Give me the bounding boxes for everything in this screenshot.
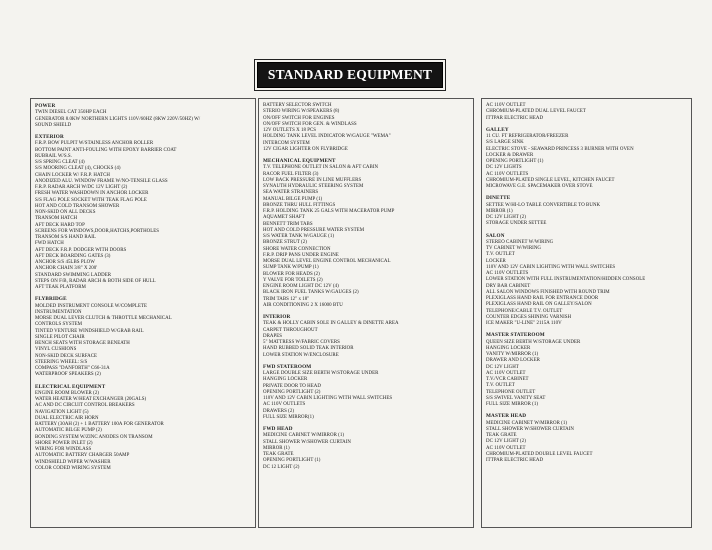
equipment-item: BATTERY SELECTOR SWITCH [263, 103, 332, 108]
equipment-column-3 [481, 98, 692, 528]
equipment-item: AC AND DC CIRCUIT CONTROL BREAKERS [35, 403, 135, 409]
equipment-item: SYNAUTH HYDRAULIC STEERING SYSTEM [263, 184, 364, 190]
section-title: FWD HEAD [263, 426, 293, 433]
equipment-item: AQUAMET SHAFT [263, 215, 305, 221]
equipment-item: AC 110V OUTLETS [263, 402, 306, 408]
equipment-item: ENGINE ROOM BLOWER (2) [35, 390, 99, 396]
document-title: STANDARD EQUIPMENT [267, 67, 433, 82]
section-title: FLYBRIDGE [35, 296, 67, 303]
equipment-item: STALL SHOWER W/SHOWER CURTAIN [263, 439, 351, 445]
equipment-item: HANGING LOCKER [263, 377, 308, 383]
equipment-item: LARGE DOUBLE SIZE BERTH W/STORAGE UNDER [263, 371, 379, 377]
equipment-item: DC 12V LIGHT (2) [486, 439, 526, 445]
equipment-item: AFT DECK HARD TOP [35, 222, 85, 228]
equipment-item: TRANSOM S/S HAND RAIL [35, 235, 96, 241]
equipment-section [35, 134, 252, 291]
equipment-item: LOWER STATION WITH FULL INSTRUMENTATION/HIDDEN CONSOLE [486, 277, 646, 283]
equipment-item: INTERCOM SYSTEM [263, 140, 310, 146]
equipment-item: SUMP TANK W/PUMP (1) [263, 265, 319, 271]
equipment-section [263, 158, 470, 309]
equipment-item: OPENING PORTLIGHT (1) [486, 159, 544, 165]
section-title: MASTER STATEROOM [486, 332, 545, 339]
equipment-item: MOLDED INSTRUMENT CONSOLE W/COMPLETE [35, 303, 148, 309]
equipment-section [486, 413, 688, 464]
equipment-item: SETTEE W/HI-LO TABLE CONVERTIBLE TO BUNK [486, 202, 601, 208]
equipment-item: MEDICINE CABINET W/MIRROR (1) [486, 420, 568, 426]
equipment-item: BATTERY (30AH (2) + 1 BATTERY 100A FOR GENERATOR [35, 422, 164, 428]
equipment-item: AC 110V OUTLET [486, 103, 526, 108]
equipment-section [35, 103, 252, 129]
equipment-item: ON/OFF SWITCH FOR GEN. & WINDLASS [263, 121, 357, 127]
equipment-item: MORSE DUAL LEVEL ENGINE CONTROL MECHANICAL [263, 259, 391, 265]
equipment-section [486, 195, 688, 227]
equipment-item: T.V. TELEPHONE OUTLET IN SALON & AFT CABIN [263, 165, 379, 171]
equipment-item: DC 12V LIGHTS [486, 165, 522, 171]
equipment-item: S/S FLAG POLE SOCKET WITH TEAK FLAG POLE [35, 197, 147, 203]
equipment-item: FULL SIZE MIRROR(1) [263, 414, 314, 420]
equipment-item: STORAGE UNDER SETTEE [486, 221, 547, 227]
equipment-item: ITTPAR ELECTRIC HEAD [486, 458, 544, 464]
equipment-item: BOTTOM PAINT ANTI-FOULING WITH EPOXY BARRIER COAT [35, 147, 177, 153]
equipment-item: TV CABINET W/WIRING [486, 246, 542, 252]
equipment-item: ENGINE ROOM LIGHT DC 12V (4) [263, 284, 339, 290]
equipment-item: LOW BACK PRESSURE IN LINE MUFFLERS [263, 177, 362, 183]
equipment-item: HOT AND COLD PRESSURE WATER SYSTEM [263, 227, 365, 233]
equipment-item: SHORE WATER CONNECTION [263, 246, 331, 252]
equipment-section [263, 103, 470, 153]
equipment-item: SEA WATER STRAINERS [263, 190, 319, 196]
equipment-item: 110V AND 12V CABIN LIGHTING WITH WALL SWITCHES [486, 264, 616, 270]
equipment-item: ITTPAR ELECTRIC HEAD [486, 115, 544, 121]
equipment-item: TEAK & HOLLY CABIN SOLE IN GALLEY & DINETTE AREA [263, 321, 399, 327]
equipment-item: COMPASS "DANFORTH" C66-31A [35, 366, 110, 372]
equipment-item: MORSE DUAL LEVER CLUTCH & THROTTLE MECHANICAL [35, 316, 172, 322]
equipment-item: AUTOMATIC BILGE PUMP (2) [35, 428, 102, 434]
equipment-item: HANGING LOCKER [486, 345, 531, 351]
equipment-item: SOUND SHIELD [35, 122, 72, 128]
equipment-item: PRIVATE DOOR TO HEAD [263, 383, 321, 389]
equipment-item: RACOR FUEL FILTER (3) [263, 171, 319, 177]
equipment-item: AC 110V OUTLETS [486, 271, 529, 277]
equipment-item: SINGLE PILOT CHAIR [35, 334, 85, 340]
equipment-item: DUAL ELECTRIC AIR HORN [35, 415, 99, 421]
equipment-item: CHROMIUM-PLATED DOUBLE LEVEL FAUCET [486, 451, 593, 457]
equipment-item: STERIO WIRING W/SPEAKERS (8) [263, 109, 340, 115]
equipment-item: TINTED VENTURE WINDSHIELD W/GRAB RAIL [35, 328, 144, 334]
section-title: POWER [35, 103, 56, 109]
equipment-column-1 [30, 98, 256, 528]
equipment-section [486, 103, 688, 122]
equipment-item: ELECTRIC STOVE - SEAWARD PRINCESS 3 BURNER WITH OVEN [486, 146, 634, 152]
equipment-section [486, 233, 688, 328]
equipment-item: TRIM TABS 12" x 18" [263, 296, 310, 302]
equipment-item: BLOWER FOR HEADS (2) [263, 271, 320, 277]
equipment-item: ICE MAKER "U-LINE" 2115A 110V [486, 321, 562, 327]
equipment-section [35, 296, 252, 378]
equipment-item: CHROMIUM-PLATED SINGLE LEVEL, KITCHEN FAUCET [486, 177, 615, 183]
equipment-item: RUBRAIL W/S.S. [35, 153, 72, 159]
equipment-item: AC 110V OUTLETS [486, 171, 529, 177]
equipment-item: WIRING FOR WINDLASS [35, 447, 92, 453]
equipment-item: DRAWER AND LOCKER [486, 358, 540, 364]
equipment-item: MANUAL BILGE PUMP (1) [263, 196, 323, 202]
equipment-item: S/S SPRING CLEAT (4) [35, 160, 85, 166]
equipment-item: INSTRUMENTATION [35, 309, 82, 315]
equipment-item: NON-SKID ON ALL DECKS [35, 210, 96, 216]
equipment-item: STALL SHOWER W/SHOWER CURTAIN [486, 426, 574, 432]
equipment-item: PLEXIGLASS HAND RAIL FOR ENTRANCE DOOR [486, 296, 599, 302]
equipment-item: FWD HATCH [35, 241, 64, 247]
equipment-item: WATER HEATER W/HEAT EXCHANGER (20GALS) [35, 397, 147, 403]
section-title: MECHANICAL EQUIPMENT [263, 158, 336, 164]
equipment-item: S/S LARGE SINK [486, 140, 524, 146]
equipment-item: DC 12V LIGHT (2) [486, 215, 526, 221]
equipment-item: TELEPHONE OUTLET [486, 389, 536, 395]
equipment-item: F.R.P. HOLDING TANK 25 GALS WITH MACERATOR PUMP [263, 209, 395, 215]
equipment-item: COUNTER EDGES SHINING VARNISH [486, 314, 572, 320]
equipment-item: CARPET THROUGHOUT [263, 327, 318, 333]
section-title: EXTERIOR [35, 134, 64, 141]
equipment-item: DRAWERS (2) [263, 408, 294, 414]
equipment-item: GENERATOR 8.0KW NORTHERN LIGHTS 110V/60HZ (8KW 220V/50HZ) W/ [35, 116, 201, 122]
equipment-section [35, 384, 252, 473]
equipment-item: MIRROR (1) [486, 208, 513, 214]
equipment-item: LOWER STATION W/ENCLOSURE [263, 352, 339, 358]
equipment-item: WATERPROOF SPEAKERS (2) [35, 372, 101, 378]
equipment-item: T.V. OUTLET [486, 252, 515, 258]
equipment-section [263, 426, 470, 471]
equipment-item: MIRROR (1) [263, 445, 290, 451]
equipment-item: F.R.P. RADAR ARCH W/DC 12V LIGHT (2) [35, 185, 128, 191]
equipment-item: STEREO CABINET W/WIRING [486, 239, 554, 245]
equipment-item: S/S WATER TANK W/GAUGE (1) [263, 234, 335, 240]
equipment-item: OPENING PORTLIGHT (1) [263, 458, 321, 464]
equipment-section [486, 127, 688, 191]
equipment-item: FRESH WATER WASHDOWN IN ANCHOR LOCKER [35, 191, 149, 197]
equipment-item: T.V./VCR CABINET [486, 377, 529, 383]
equipment-item: OPENING PORTLIGHT (2) [263, 389, 321, 395]
equipment-item: HAND RUBBED SOLID TEAK INTERIOR [263, 346, 354, 352]
equipment-item: BONDING SYSTEM W/ZINC ANODES ON TRANSOM [35, 434, 153, 440]
equipment-item: 12V CIGAR LIGHTER ON FLYBRIDGE [263, 146, 348, 152]
equipment-item: AIR CONDITIONING 2 X 16000 BTU [263, 302, 343, 308]
equipment-item: TEAK GRATE [263, 452, 294, 458]
section-title: INTERIOR [263, 314, 291, 321]
document-title-box [257, 62, 443, 88]
equipment-column-2 [258, 98, 474, 528]
equipment-item: Y VALVE FOR TOILETS (2) [263, 277, 323, 283]
equipment-item: MEDICINE CABINET W/MIRROR (1) [263, 433, 345, 439]
equipment-item: 5" MATTRESS W/FABRIC COVERS [263, 340, 340, 346]
section-title: FWD STATEROOM [263, 363, 312, 370]
equipment-item: ANCHOR CHAIN 3/8" X 200' [35, 266, 98, 272]
equipment-item: F.R.P. DRIP PANS UNDER ENGINE [263, 252, 339, 258]
equipment-item: ALL SALON WINDOWS FINISHED WITH ROUND TRIM [486, 289, 610, 295]
equipment-item: 110V AND 12V CABIN LIGHTING WITH WALL SWITCHES [263, 396, 393, 402]
equipment-item: TEAK GRATE [486, 433, 517, 439]
equipment-section [263, 364, 470, 421]
equipment-item: DRY BAR CABINET [486, 283, 531, 289]
section-title: SALON [486, 232, 505, 239]
equipment-item: AFT TEAK PLATFORM [35, 285, 86, 291]
equipment-item: MICROWAVE G.E. SPACEMAKER OVER STOVE [486, 184, 593, 190]
equipment-item: QUEEN SIZE BERTH W/STORAGE UNDER [486, 339, 581, 345]
equipment-item: PLEXIGLASS HAND RAIL ON GALLEY/SALON [486, 302, 592, 308]
equipment-item: VANITY W/MIRROR (1) [486, 352, 539, 358]
equipment-item: F.R.P. BOW PULPIT W/STAINLESS ANCHOR ROLLER [35, 141, 154, 147]
section-title: DINETTE [486, 195, 511, 202]
equipment-item: COLOR CODED WIRING SYSTEM [35, 465, 111, 471]
equipment-item: AC 110V OUTLET [486, 445, 526, 451]
equipment-item: CHAIN LOCKER W/ F.R.P. HATCH [35, 172, 110, 178]
equipment-item: BLACK IRON FUEL TANKS W/GAUGES (2) [263, 290, 359, 296]
equipment-item: SCREENS FOR WINDOWS,DOOR,HATCHS,PORTHOLES [35, 228, 160, 234]
equipment-item: BRONZE THRU HULL FITTINGS [263, 202, 336, 208]
equipment-item: DC 12V LIGHT [486, 364, 519, 370]
section-title: GALLEY [486, 126, 509, 133]
equipment-item: CHROMIUM-PLATED DUAL LEVEL FAUCET [486, 109, 586, 115]
equipment-item: HOLDING TANK LEVEL INDICATOR W/GAUGE "WEMA" [263, 134, 391, 140]
equipment-item: ANCHOR S/S 45LBS PLOW [35, 260, 95, 266]
equipment-item: FULL SIZE MIRROR (1) [486, 402, 539, 408]
equipment-item: AFT DECK F.R.P. DODGER WITH DOORS [35, 247, 127, 253]
equipment-item: TWIN DIESEL CAT 350HP EACH [35, 110, 107, 116]
equipment-item: S/S SWIVEL VANITY SEAT [486, 395, 546, 401]
equipment-item: STANDARD SWIMMING LADDER [35, 272, 112, 278]
equipment-item: BENNETT TRIM TABS [263, 221, 313, 227]
equipment-item: SHORE POWER INLET (2) [35, 440, 93, 446]
equipment-item: STEERING WHEEL: S/S [35, 359, 88, 365]
equipment-item: VINYL CUSHIONS [35, 347, 77, 353]
equipment-item: STEPS ON F/B, RADAR ARCH & BOTH SIDE OF HULL [35, 278, 156, 284]
equipment-item: 11 CU. FT REFRIGERATOR/FREEZER [486, 134, 569, 140]
equipment-item: TRANSOM HATCH [35, 216, 78, 222]
equipment-section [263, 314, 470, 359]
equipment-item: WINDSHIELD WIPER W/WASHER [35, 459, 111, 465]
equipment-item: CONTROLS SYSTEM [35, 322, 83, 328]
section-title: MASTER HEAD [486, 413, 527, 420]
equipment-item: DRAPES [263, 333, 283, 339]
equipment-item: ANODIZED ALU. WINDOW FRAME W/NO-TENSILE GLASS [35, 178, 168, 184]
equipment-item: AFT DECK BOARDING GATES (3) [35, 253, 111, 259]
equipment-section [486, 332, 688, 408]
equipment-item: BRONZE STRUT (2) [263, 240, 307, 246]
equipment-item: S/S MOORING CLEAT (4), CHOCKS (4) [35, 166, 121, 172]
equipment-item: NAVIGATION LIGHT (5) [35, 409, 89, 415]
equipment-item: LOCKER [486, 258, 506, 264]
equipment-item: AUTOMATIC BATTERY CHARGER 50AMP [35, 453, 130, 459]
equipment-item: AC 110V OUTLET [486, 370, 526, 376]
equipment-item: LOCKER & DRAWER [486, 152, 534, 158]
equipment-item: DC 12 LIGHT (2) [263, 464, 300, 470]
equipment-item: TELEPHONE/CABLE T.V. OUTLET [486, 308, 563, 314]
section-title: ELECTRICAL EQUIPMENT [35, 383, 106, 390]
equipment-item: HOT AND COLD TRANSOM SHOWER [35, 203, 120, 209]
equipment-item: 12V OUTLETS X 18 PCS [263, 128, 317, 133]
equipment-item: ON/OFF SWITCH FOR ENGINES [263, 115, 335, 121]
equipment-item: NON-SKID DECK SURFACE [35, 353, 98, 359]
equipment-item: BENCH SEATS WITH STORAGE BENEATH [35, 341, 130, 347]
equipment-item: T.V. OUTLET [486, 383, 515, 389]
